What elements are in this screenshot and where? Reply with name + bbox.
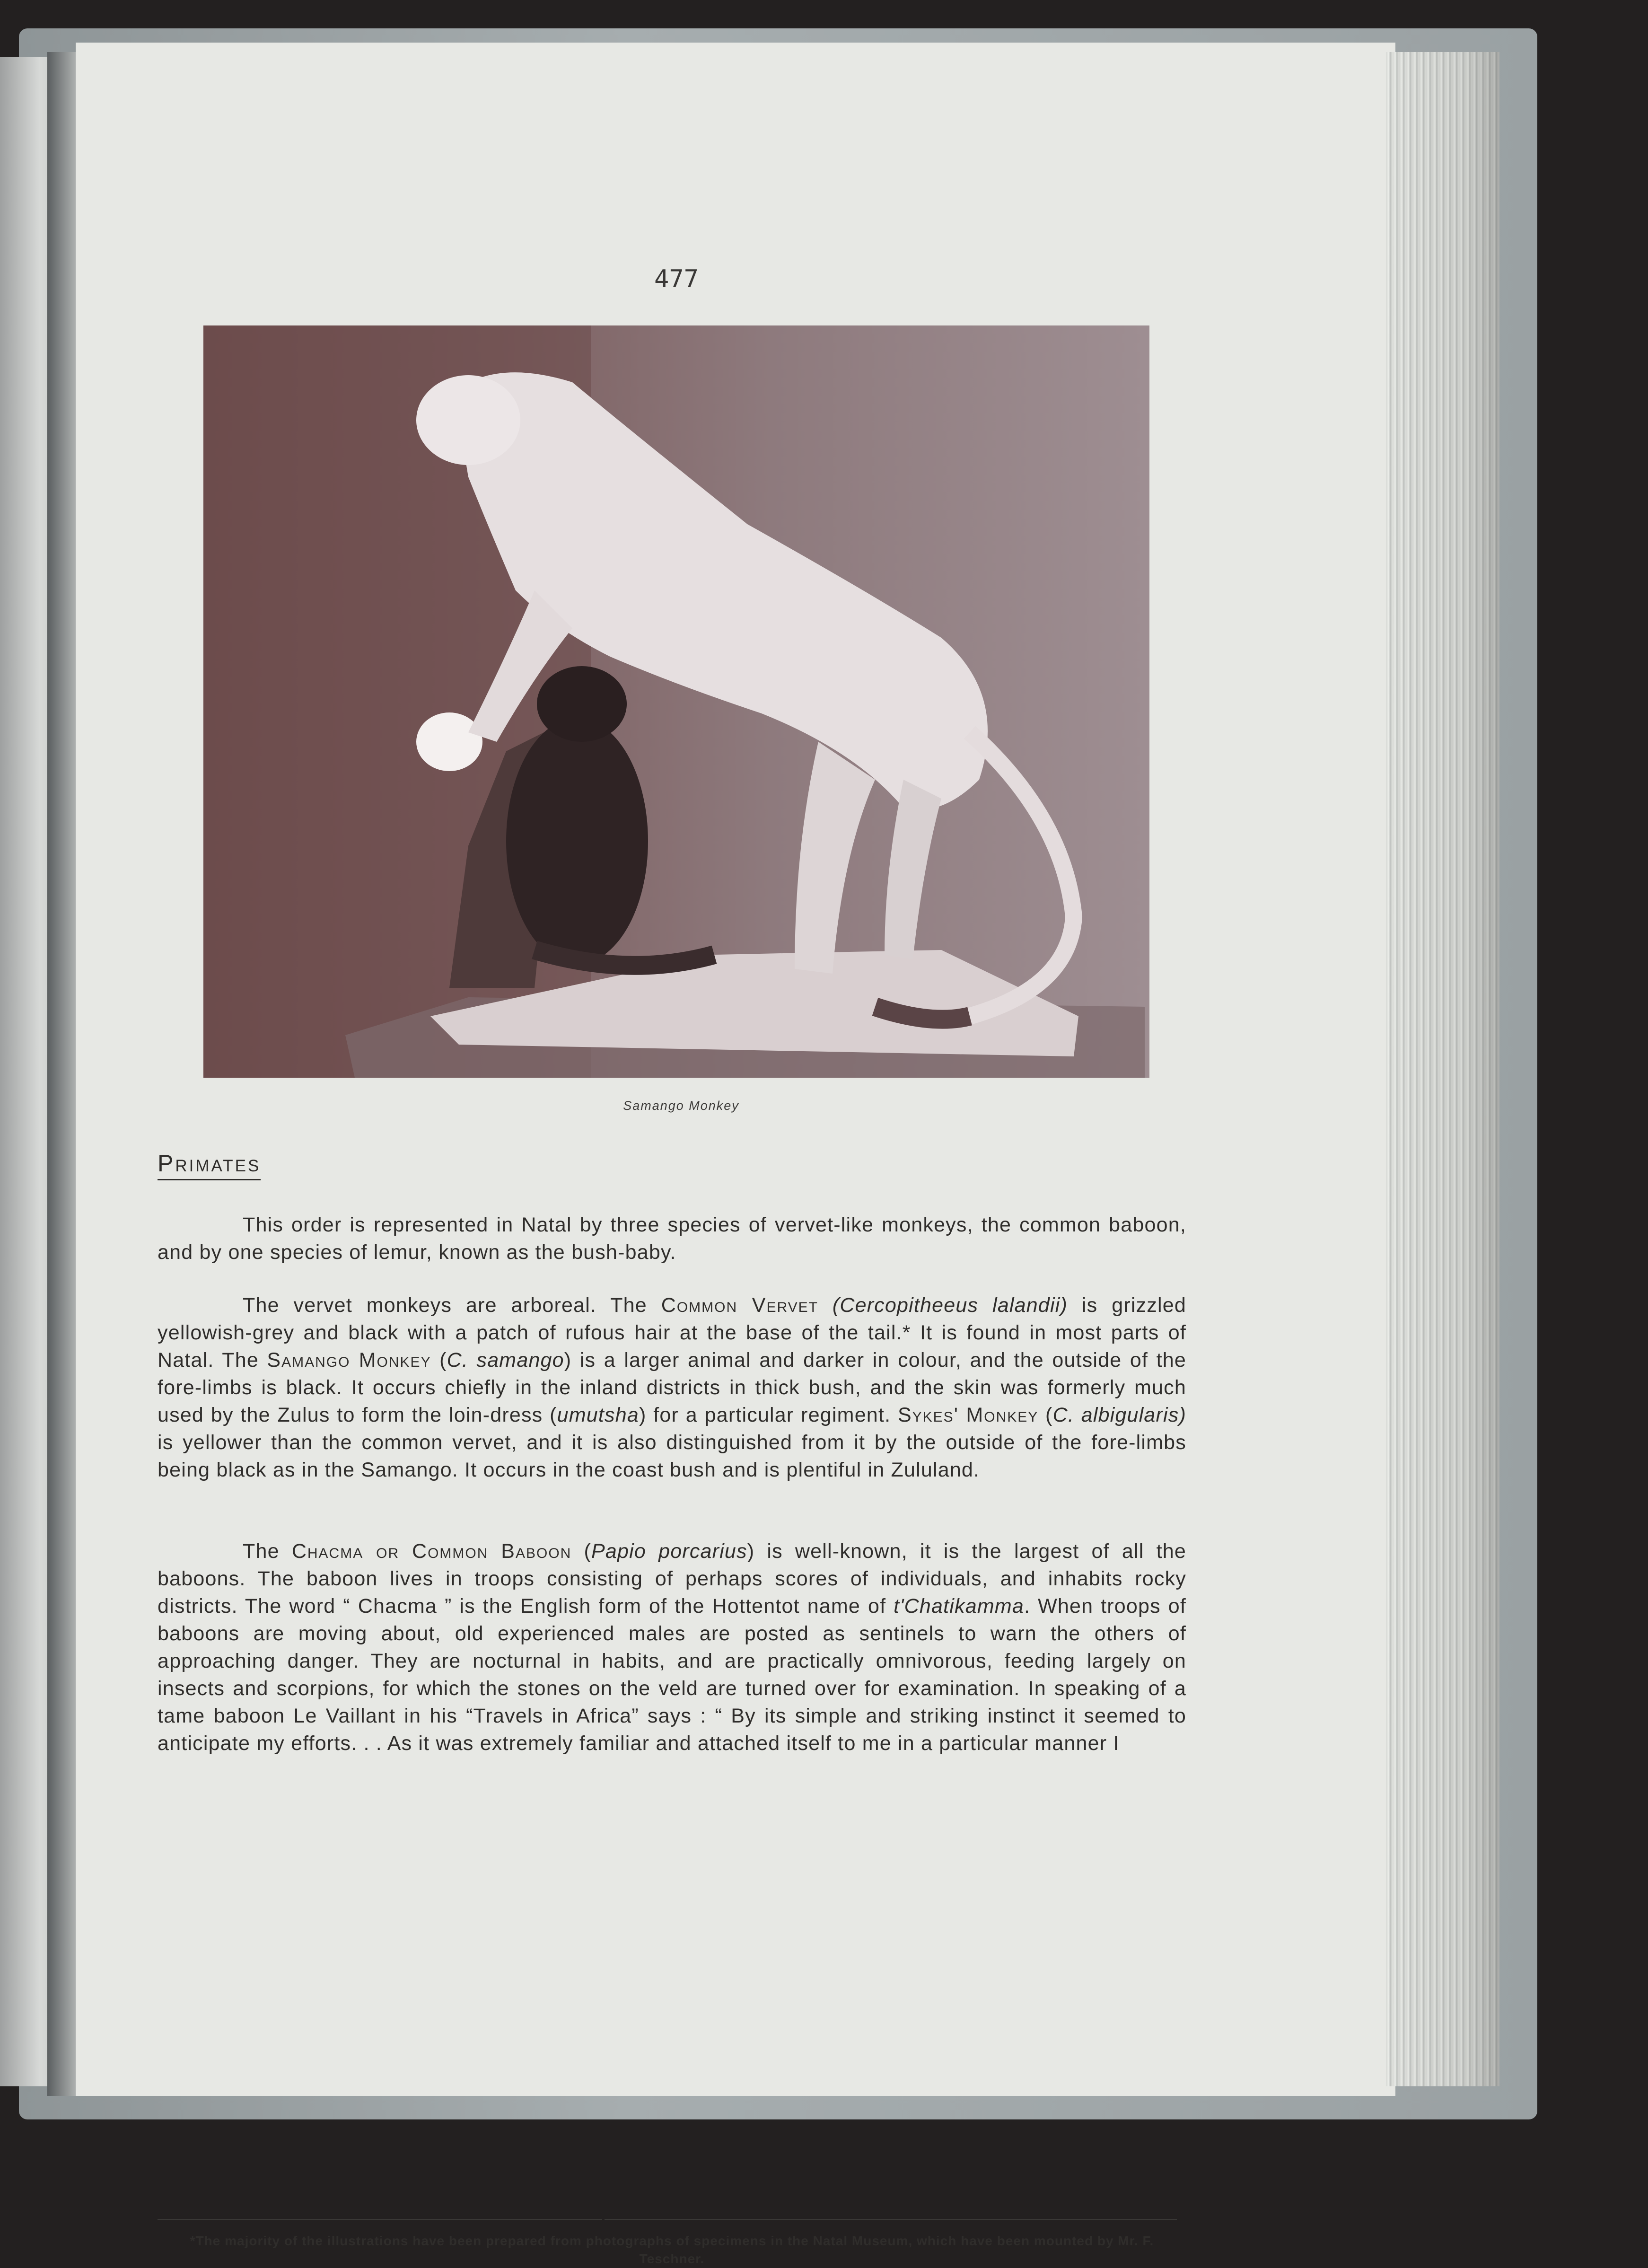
footnote: *The majority of the illustrations have been prepared from photographs of specimens in the Natal Museum, which have been mounted by Mr. F. Teschner. [190,2233,1154,2266]
paragraph-2 [158,1292,1186,1484]
p1-text-1: This order [243,1213,350,1236]
paragraph-3 [158,1538,1186,1757]
photo-illustration [203,325,1149,1078]
p2-umutsha: umutsha [557,1404,639,1426]
p3-text-1: The [243,1540,292,1563]
p2-text-6: ) for a particular regiment. [639,1404,898,1426]
section-heading: Primates [158,1150,261,1180]
p2-text-8: is yellower than the common vervet, and it is also distinguished from it by the outside of the fore-limbs being black as in the Samango. It occurs in the coast bush and is plentiful in Zululand. [158,1431,1186,1481]
p3-text-3: ) is well-known, it is the largest of all the baboons. The baboon lives in troops consisting of perhaps scores of individuals, and inhabits rocky districts. The word “ Chacma ” is the English form of the Hottentot name of [158,1540,1186,1617]
p1-text-2: is represented in Natal by three species of vervet-like monkeys, the common baboon, and by one species of lemur, known as the bush-baby. [158,1213,1186,1264]
p2-samango-monkey: Samango Monkey [267,1349,431,1371]
p2-common-vervet: Common Vervet [661,1294,818,1317]
p2-sykes-monkey: Sykes' Monkey [897,1404,1039,1426]
p2-text-2 [818,1294,833,1317]
figure-caption: Samango Monkey [623,1099,739,1113]
page-number: 477 [654,265,699,293]
p2-text-4: ( [431,1349,447,1371]
p3-text-4: . When troops of baboons are moving about, old experienced males are posted as sentinels to warn the others of approaching danger. They are nocturnal in habits, and are practically omnivorous, feeding largely on insects and scorpions, for which the stones on the veld are turned over for examination. In speaking of a tame baboon Le Vaillant in his “Travels in Africa” says : “ By its simple and striking instinct it seemed to anticipate my efforts. . . As it was extremely familiar and attached itself to me in a particular manner I [158,1595,1187,1755]
p2-text-1: The vervet monkeys are arboreal. The [243,1294,661,1317]
footnote-rule-right [605,2219,1177,2220]
p3-chacma-baboon: Chacma or Common Baboon [291,1540,572,1563]
p3-hottentot-name: t'Chatikamma [894,1595,1025,1617]
paragraph-1 [158,1211,1186,1266]
p2-text-3: is grizzled yellowish-grey and black with a patch of rufous hair at the base of the tail.* It is found in most parts of Natal. The [158,1294,1186,1371]
samango-monkey-photo [203,325,1149,1078]
p2-text-5: ) is a larger animal and darker in colour, and the outside of the fore-limbs is black. It occurs chiefly in the inland districts in thick bush, and the skin was formerly much used by the Zulus to form the loin-dress ( [158,1349,1186,1426]
p2-latin-vervet: (Cercopitheeus lalandii) [832,1294,1068,1317]
page-edges-shadow [1386,52,1499,2086]
p2-latin-samango: C. samango [447,1349,564,1371]
p2-latin-sykes: C. albigularis) [1052,1404,1187,1426]
p3-text-2: ( [571,1540,591,1563]
footnote-rule-left [158,2219,602,2220]
p3-latin-baboon: Papio porcarius [591,1540,747,1563]
p2-text-7: ( [1038,1404,1053,1426]
